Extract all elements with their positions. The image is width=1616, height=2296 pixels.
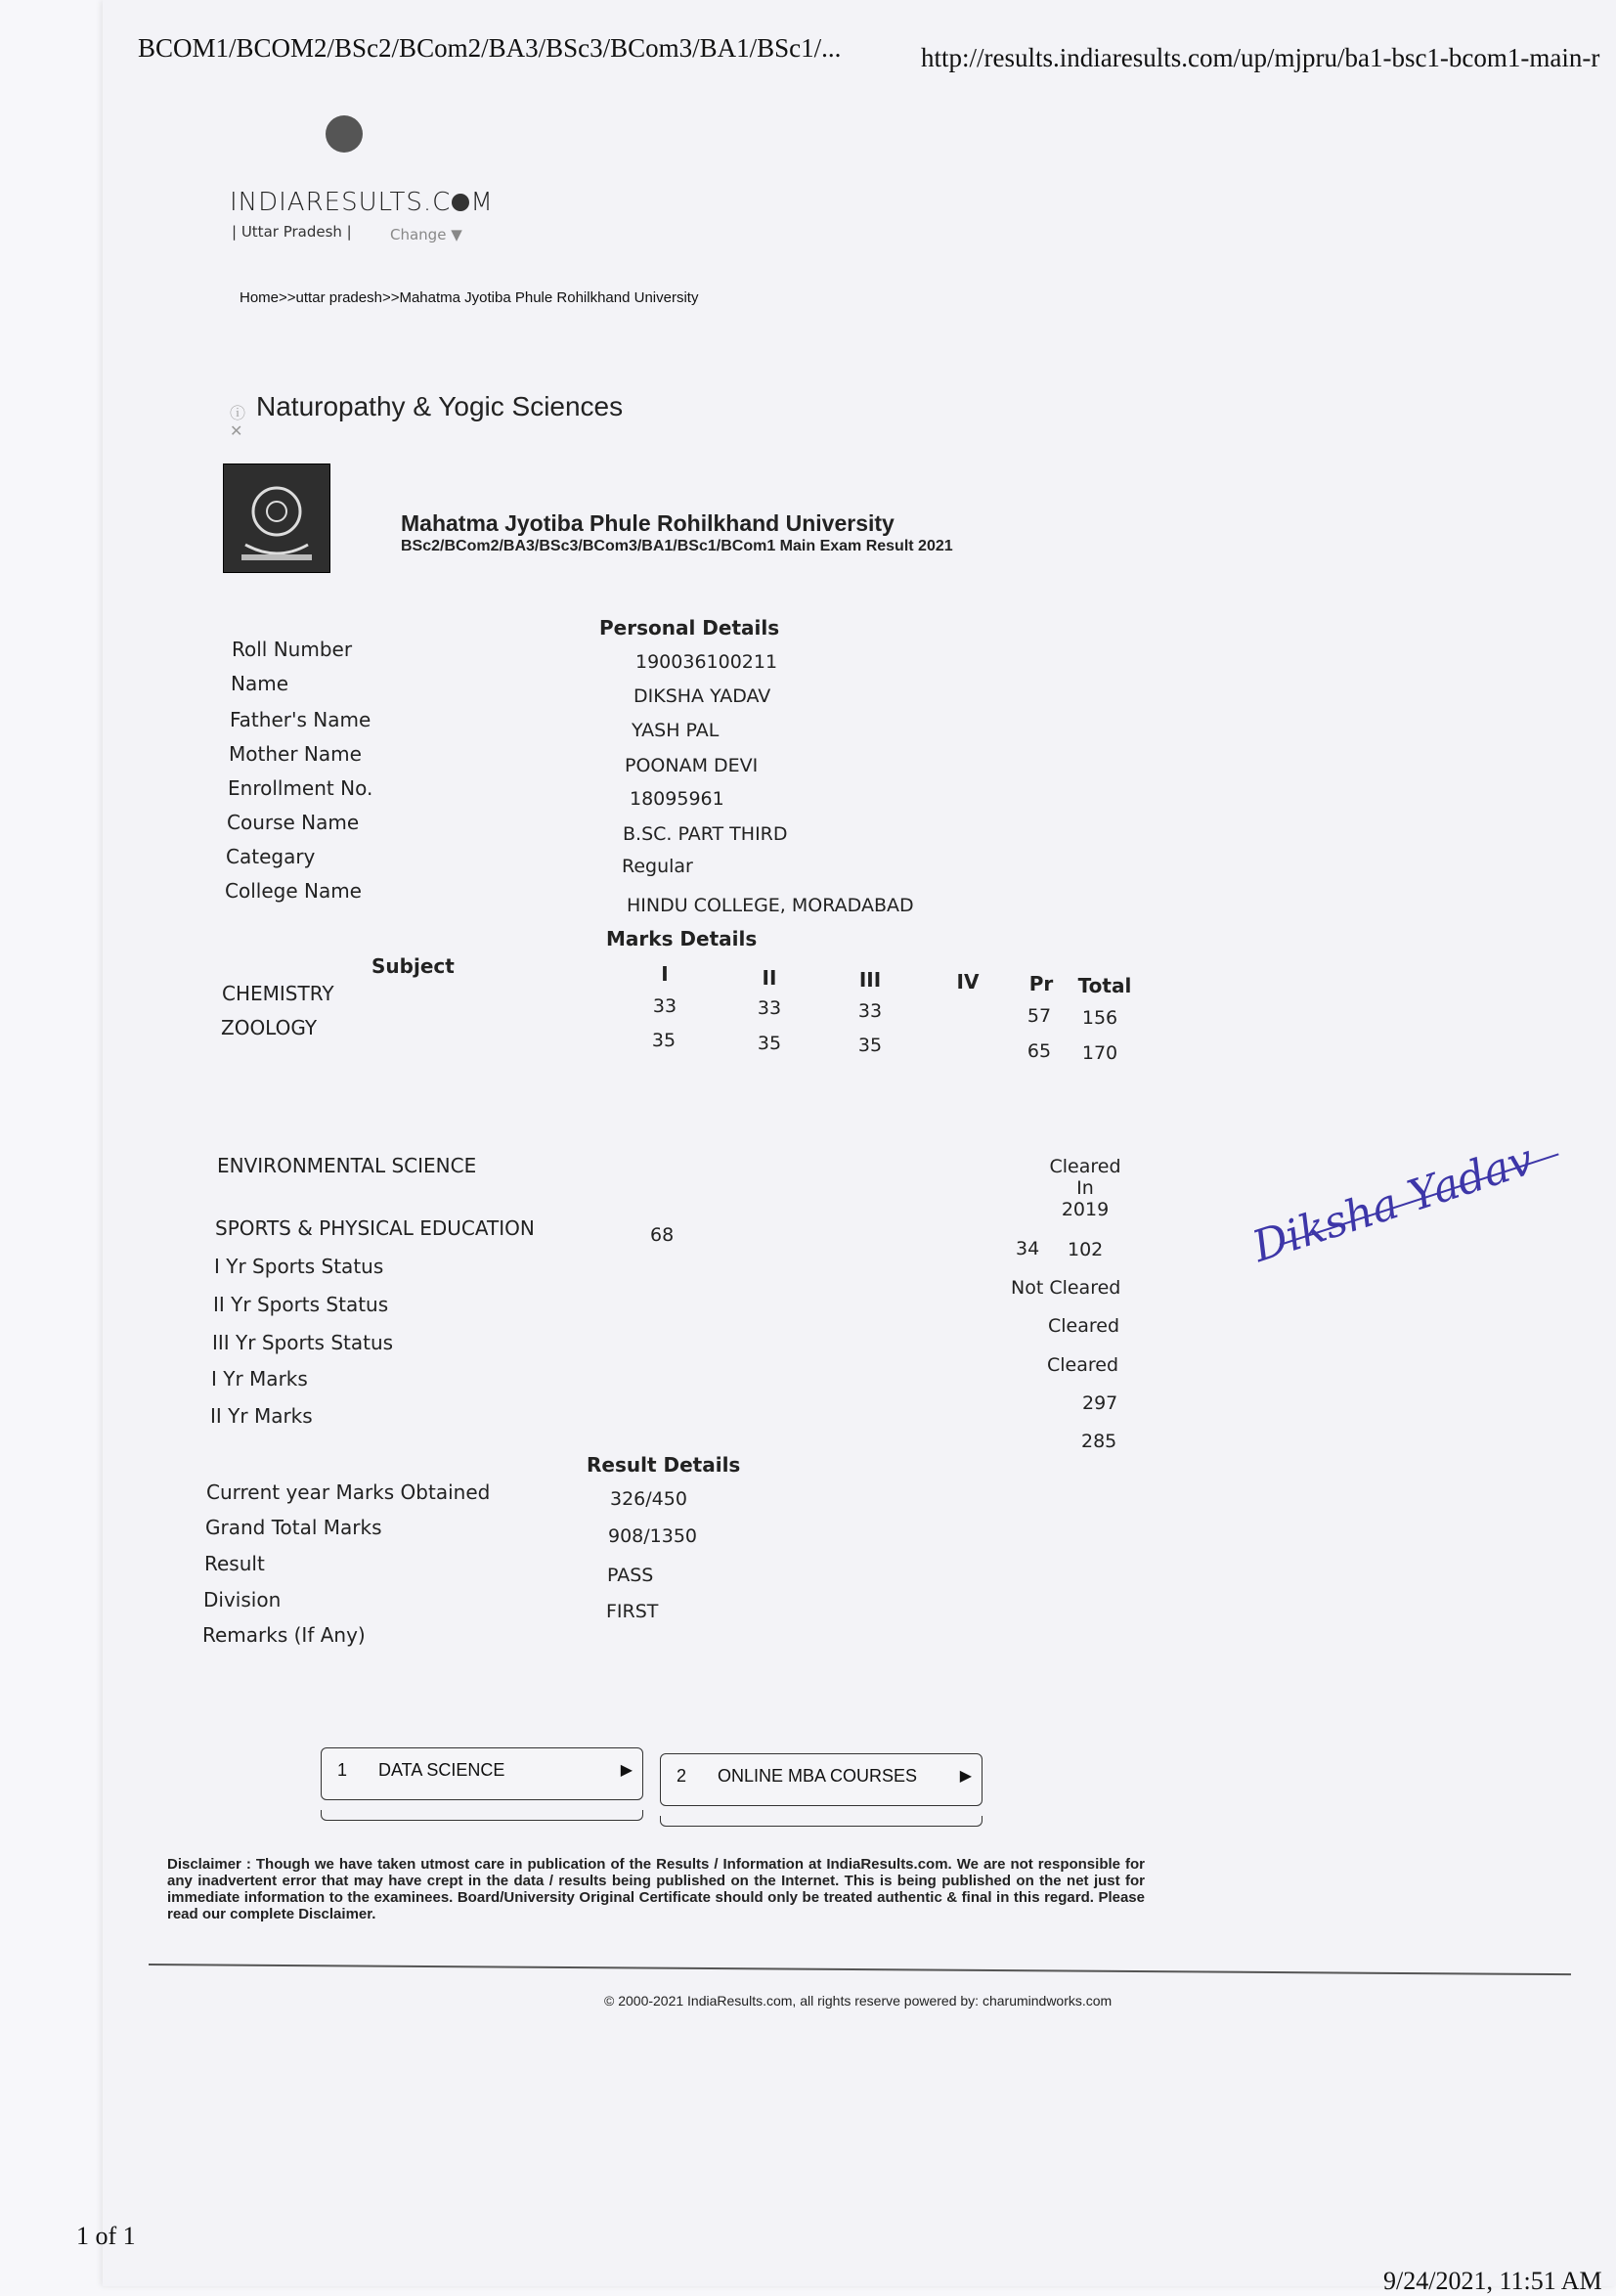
col-total-header: Total [1077,974,1132,997]
link-data-science[interactable] [321,1747,643,1800]
sports-status-1-label: I Yr Sports Status [214,1255,384,1278]
printed-page [76,0,1616,2295]
father-name-value: YASH PAL [632,720,720,741]
print-header-url: http://results.indiaresults.com/up/mjpru/ba1-bsc1-bcom1-main-r [921,43,1600,72]
category-value: Regular [622,856,693,877]
print-header-title: BCOM1/BCOM2/BSc2/BCom2/BA3/BSc3/BCom3/BA1/BSc1/... [138,33,842,63]
mother-name-value: POONAM DEVI [625,755,759,776]
col-iv-header: IV [956,970,980,993]
sports-mark-i: 68 [650,1224,675,1246]
logo-text-right: M [470,188,494,217]
link-number: 1 [337,1760,348,1780]
footer-divider [149,1964,1571,1975]
category-label: Categary [226,845,316,868]
play-arrow-icon: ▶ [620,1762,633,1779]
mark-i: 35 [651,1030,677,1051]
env-status-line: In [1076,1177,1094,1199]
breadcrumb-state[interactable]: uttar pradesh [295,289,382,306]
ad-title[interactable]: Naturopathy & Yogic Sciences [256,391,624,421]
ad-info-icon[interactable]: ⓘ [230,404,246,422]
env-status-line: 2019 [1061,1199,1110,1220]
link-underline [660,1816,983,1827]
link-label: DATA SCIENCE [378,1760,505,1780]
env-science-status [1036,1156,1134,1220]
yr2-marks-label: II Yr Marks [210,1404,313,1428]
exam-title: BSc2/BCom2/BA3/BSc3/BCom3/BA1/BSc1/BCom1 Main Exam Result 2021 [401,538,953,554]
grand-total-label: Grand Total Marks [205,1516,382,1539]
link-underline [321,1810,643,1821]
university-seal-icon [223,464,330,573]
current-marks-label: Current year Marks Obtained [206,1480,491,1504]
logo-dot-icon [452,194,469,211]
mark-iii: 35 [857,1035,883,1056]
mark-ii: 35 [757,1033,782,1054]
division-label: Division [203,1588,282,1612]
college-name-label: College Name [225,879,362,903]
breadcrumb-sep: >> [279,289,296,306]
change-state-link[interactable]: Change ▼ [390,226,462,243]
mark-pr: 57 [1026,1005,1052,1027]
link-online-mba[interactable] [660,1753,983,1806]
breadcrumb [240,289,698,306]
breadcrumb-home[interactable]: Home [240,289,280,306]
subject-name: ZOOLOGY [221,1016,318,1039]
sports-status-2-label: II Yr Sports Status [213,1293,389,1316]
col-i-header: I [661,962,669,986]
yr2-marks-value: 285 [1081,1431,1117,1452]
mark-total: 156 [1081,1007,1118,1029]
sports-mark-total: 102 [1068,1239,1104,1260]
sports-status-3-label: III Yr Sports Status [212,1331,394,1354]
marks-details-heading: Marks Details [606,927,758,950]
disclaimer-text: Disclaimer : Though we have taken utmost care in publication of the Results / Information at IndiaResults.com. We are not responsible for any inadvertent error that may have crept in the data / results being published on the Internet. This is being published on the net just for immediate information to the examinees. Board/University Original Certificate should only be treated authentic & final in this regard. Please read our complete Disclaimer. [167,1856,1145,1922]
sports-status-1-value: Not Cleared [1011,1277,1121,1299]
sports-mark-pr: 34 [1016,1238,1040,1259]
env-science-label: ENVIRONMENTAL SCIENCE [217,1154,477,1177]
result-value: PASS [607,1565,654,1586]
mark-ii: 33 [757,997,782,1019]
col-pr-header: Pr [1028,972,1054,995]
yr1-marks-label: I Yr Marks [211,1367,308,1391]
handwritten-signature: Diksha Yadav [1246,1134,1540,1272]
roll-number-label: Roll Number [232,638,353,661]
subject-header: Subject [371,954,455,978]
ad-icons [230,405,245,440]
division-value: FIRST [606,1601,659,1622]
subject-name: CHEMISTRY [222,982,334,1005]
mother-name-label: Mother Name [229,742,362,766]
sports-label: SPORTS & PHYSICAL EDUCATION [215,1216,535,1240]
yr1-marks-value: 297 [1082,1392,1118,1414]
mark-i: 33 [652,995,677,1017]
mark-iii: 33 [857,1000,883,1022]
breadcrumb-university[interactable]: Mahatma Jyotiba Phule Rohilkhand University [399,289,699,306]
mark-pr: 65 [1026,1040,1052,1062]
col-iii-header: III [858,968,882,992]
site-logo[interactable] [230,188,494,217]
university-name: Mahatma Jyotiba Phule Rohilkhand University [401,510,895,536]
logo-text-left: INDIARESULTS.C [230,188,452,217]
env-status-line: Cleared [1049,1156,1121,1177]
father-name-label: Father's Name [230,708,371,731]
ad-close-icon[interactable]: ✕ [230,421,243,440]
name-label: Name [231,672,289,695]
indiaresults-logo-icon [326,115,363,153]
current-marks-value: 326/450 [610,1488,687,1510]
print-timestamp: 9/24/2021, 11:51 AM [1383,2267,1602,2295]
link-number: 2 [677,1766,687,1786]
mark-total: 170 [1081,1042,1118,1064]
col-ii-header: II [762,966,777,990]
link-label: ONLINE MBA COURSES [718,1766,918,1786]
course-name-value: B.SC. PART THIRD [623,823,788,845]
print-page-number: 1 of 1 [76,2222,136,2250]
college-name-value: HINDU COLLEGE, MORADABAD [627,895,914,916]
roll-number-value: 190036100211 [635,651,778,673]
sports-status-3-value: Cleared [1047,1354,1119,1376]
course-name-label: Course Name [227,811,360,834]
sports-status-2-value: Cleared [1048,1315,1120,1337]
result-label: Result [204,1552,265,1575]
enrollment-value: 18095961 [630,788,724,810]
enrollment-label: Enrollment No. [228,776,373,800]
state-label: | Uttar Pradesh | [232,223,352,241]
copyright-text: © 2000-2021 IndiaResults.com, all rights reserve powered by: charumindworks.com [604,1993,1113,2009]
personal-details-heading: Personal Details [599,616,780,640]
result-details-heading: Result Details [587,1453,741,1477]
name-value: DIKSHA YADAV [633,685,771,707]
breadcrumb-sep: >> [381,289,400,306]
grand-total-value: 908/1350 [608,1525,698,1547]
remarks-label: Remarks (If Any) [202,1623,366,1647]
play-arrow-icon: ▶ [959,1768,972,1785]
